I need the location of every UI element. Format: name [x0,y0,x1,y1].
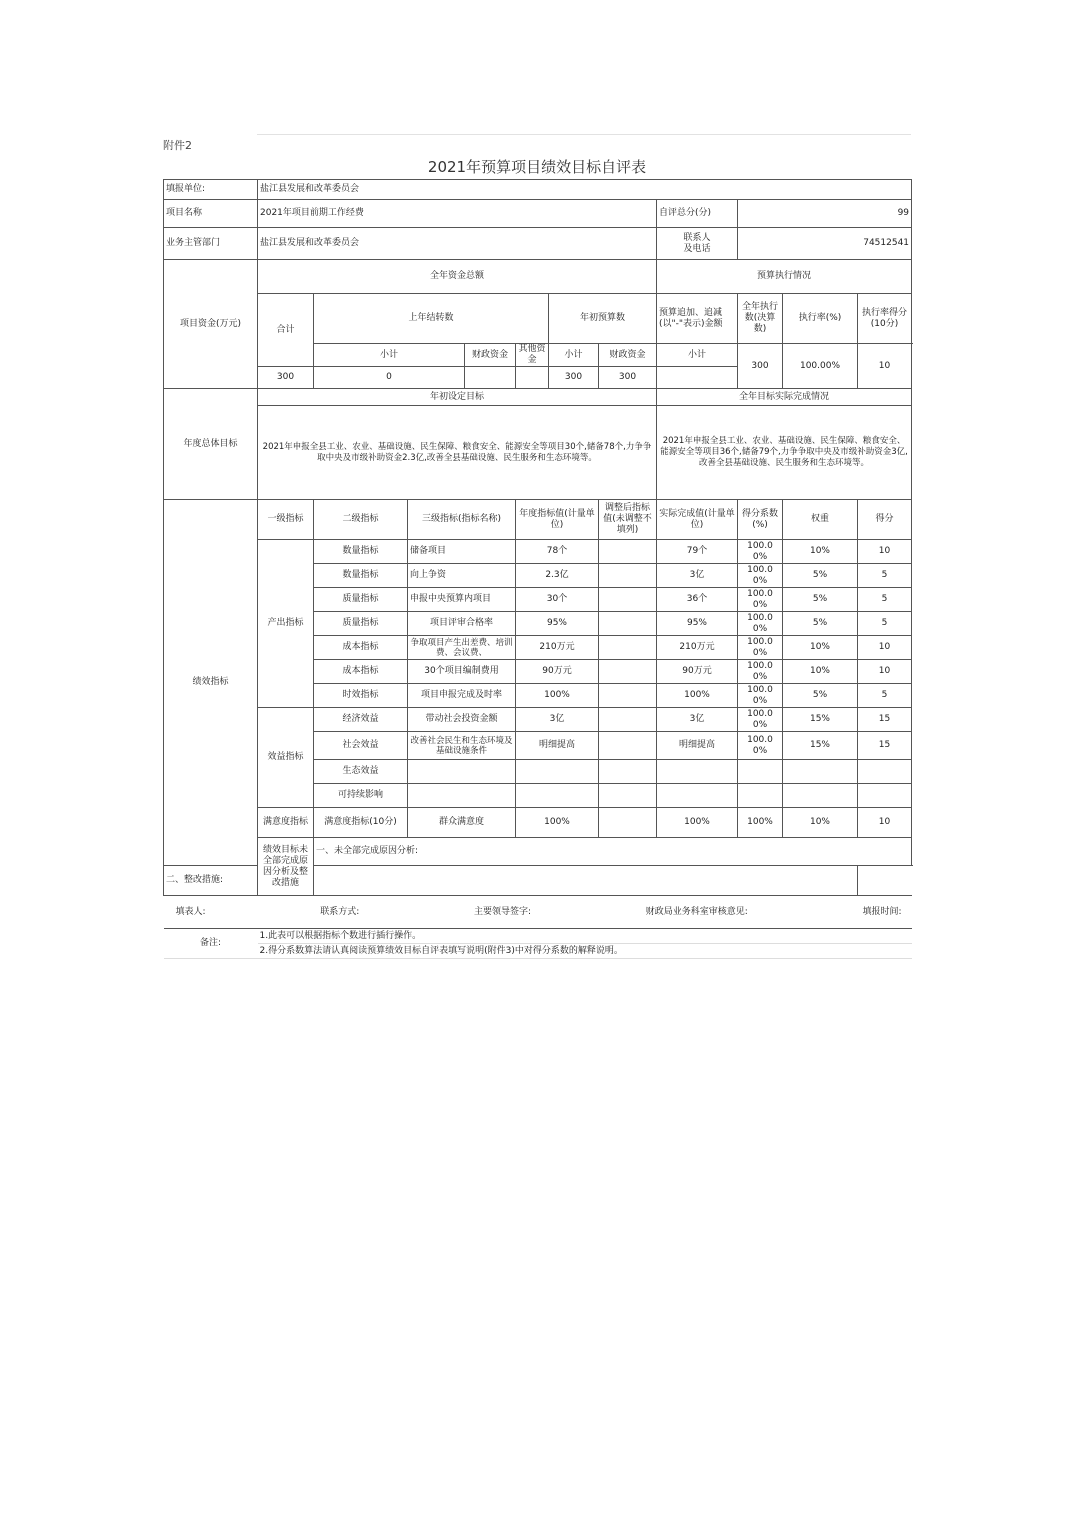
row-weight: 5% [783,612,858,636]
note-line-2: 2.得分系数算法请认真阅读预算绩效目标自评表填写说明(附件3)中对得分系数的解释说明。 [258,944,912,959]
contact-label: 联系人 及电话 [657,228,738,260]
row-l2: 时效指标 [314,684,408,708]
row-l2: 可持续影响 [314,784,408,808]
row-adjusted [599,784,657,808]
row-weight [783,760,858,784]
row-coef [738,784,783,808]
budget-exec-header: 预算执行情况 [657,260,912,294]
level3-header: 三级指标(指标名称) [408,500,516,540]
row-actual: 明细提高 [657,732,738,760]
level2-header: 二级指标 [314,500,408,540]
row-actual: 95% [657,612,738,636]
row-adjusted [599,732,657,760]
total-value: 300 [258,367,314,389]
page-title: 2021年预算项目绩效目标自评表 [427,158,647,176]
benefit-indicator-label: 效益指标 [258,708,314,808]
row-adjusted [599,564,657,588]
row-actual: 79个 [657,540,738,564]
init-subtotal-value: 300 [549,367,599,389]
level1-header: 一级指标 [258,500,314,540]
weight-header: 权重 [783,500,858,540]
row-coef: 100.00% [738,564,783,588]
row-actual [657,760,738,784]
row-adjusted [599,612,657,636]
row-score: 10 [858,540,912,564]
row-adjusted [599,540,657,564]
signature-row [164,896,912,929]
self-score-label: 自评总分(分) [657,200,738,228]
row-l3: 带动社会投资金额 [408,708,516,732]
row-score: 10 [858,808,912,838]
row-coef: 100.00% [738,708,783,732]
init-subtotal-header: 小计 [549,344,599,367]
exec-rate-header: 执行率(%) [783,294,858,344]
row-actual [657,784,738,808]
row-actual: 90万元 [657,660,738,684]
row-coef: 100.00% [738,636,783,660]
actual-goal-text: 2021年申报全县工业、农业、基础设施、民生保障、粮食安全、能源安全等项目36个,储备79个,力争争取中央及市级补助资金3亿,改善全县基础设施、民生服务和生态环境等。 [657,406,912,500]
contact-method-label: 联系方式: [320,906,360,917]
row-coef: 100.00% [738,684,783,708]
row-adjusted [599,684,657,708]
row-weight: 5% [783,564,858,588]
row-l2: 数量指标 [314,564,408,588]
dept-label: 业务主管部门 [164,228,258,260]
exec-amount-value: 300 [738,344,783,389]
row-weight: 10% [783,660,858,684]
contact-value: 74512541 [738,228,912,260]
finance-review-label: 财政局业务科室审核意见: [645,906,748,917]
row-target: 95% [516,612,599,636]
row-score [858,760,912,784]
carry-subtotal-header: 小计 [314,344,465,367]
row-target: 90万元 [516,660,599,684]
actual-header: 实际完成值(计量单位) [657,500,738,540]
row-l3: 群众满意度 [408,808,516,838]
row-actual: 210万元 [657,636,738,660]
row-l2: 质量指标 [314,612,408,636]
row-l2: 成本指标 [314,660,408,684]
row-coef: 100.00% [738,732,783,760]
row-score [858,784,912,808]
row-target: 2.3亿 [516,564,599,588]
row-actual: 100% [657,808,738,838]
analysis-label: 绩效目标未全部完成原因分析及整改措施 [258,838,314,896]
adjust-value [657,367,738,389]
adjusted-header: 调整后指标值(未调整不填列) [599,500,657,540]
row-l2: 社会效益 [314,732,408,760]
exec-score-header: 执行率得分(10分) [858,294,912,344]
set-goal-header: 年初设定目标 [258,389,657,406]
note-line-1: 1.此表可以根据指标个数进行插行操作。 [258,929,912,944]
row-score: 5 [858,588,912,612]
row-l3: 30个项目编制费用 [408,660,516,684]
row-l3 [408,784,516,808]
satisfaction-indicator-label: 满意度指标 [258,808,314,838]
row-l2: 成本指标 [314,636,408,660]
indicators-label: 绩效指标 [164,500,258,866]
carry-fiscal-value [465,367,516,389]
attachment-label: 附件2 [163,139,192,152]
row-weight: 15% [783,708,858,732]
row-coef: 100% [738,808,783,838]
row-target: 100% [516,684,599,708]
carry-fiscal-header: 财政资金 [465,344,516,367]
row-l3: 争取项目产生出差费、培训费、会议费、 [408,636,516,660]
row-actual: 36个 [657,588,738,612]
row-target [516,760,599,784]
row-score: 15 [858,708,912,732]
project-name-value: 2021年项目前期工作经费 [258,200,657,228]
row-coef: 100.00% [738,660,783,684]
row-l3: 申报中央预算内项目 [408,588,516,612]
carry-other-header: 其他资金 [516,344,549,367]
adjust-subtotal-header: 小计 [657,344,738,367]
annual-goal-label: 年度总体目标 [164,389,258,500]
row-l2: 质量指标 [314,588,408,612]
row-target [516,784,599,808]
row-l3: 改善社会民生和生态环境及基础设施条件 [408,732,516,760]
row-adjusted [599,636,657,660]
row-score: 5 [858,612,912,636]
carryover-header: 上年结转数 [314,294,549,344]
init-fiscal-header: 财政资金 [599,344,657,367]
exec-amount-header: 全年执行数(决算数) [738,294,783,344]
row-target: 100% [516,808,599,838]
row-l3: 项目申报完成及时率 [408,684,516,708]
unit-label: 填报单位: [164,180,258,200]
row-l2: 数量指标 [314,540,408,564]
row-weight: 5% [783,588,858,612]
row-coef: 100.00% [738,588,783,612]
self-score-value: 99 [738,200,912,228]
evaluation-table [163,179,912,959]
init-fiscal-value: 300 [599,367,657,389]
dept-value: 盐江县发展和改革委员会 [258,228,657,260]
row-adjusted [599,708,657,732]
exec-rate-value: 100.00% [783,344,858,389]
filler-label: 填表人: [175,906,206,917]
leader-signature-label: 主要领导签字: [473,906,532,917]
row-target: 3亿 [516,708,599,732]
sheet-grid-top [257,134,911,151]
row-l3: 储备项目 [408,540,516,564]
unit-value: 盐江县发展和改革委员会 [258,180,912,200]
row-weight: 10% [783,808,858,838]
row-actual: 100% [657,684,738,708]
row-score: 10 [858,636,912,660]
score-header: 得分 [858,500,912,540]
row-l3 [408,760,516,784]
project-name-label: 项目名称 [164,200,258,228]
coef-header: 得分系数(%) [738,500,783,540]
actual-goal-header: 全年目标实际完成情况 [657,389,912,406]
reason-analysis-field: 一、未全部完成原因分析: [314,838,912,866]
row-target: 78个 [516,540,599,564]
row-adjusted [599,808,657,838]
row-l3: 项目评审合格率 [408,612,516,636]
set-goal-text: 2021年申报全县工业、农业、基础设施、民生保障、粮食安全、能源安全等项目30个,储备78个,力争争取中央及市级补助资金2.3亿,改善全县基础设施、民生服务和生态环境等。 [258,406,657,500]
carry-other-value [516,367,549,389]
adjust-header: 预算追加、追减(以"-"表示)金额 [657,294,738,344]
row-score: 10 [858,660,912,684]
row-weight: 5% [783,684,858,708]
row-score: 5 [858,684,912,708]
carry-subtotal-value: 0 [314,367,465,389]
funds-section-label: 项目资金(万元) [164,260,258,389]
row-l3: 向上争资 [408,564,516,588]
row-adjusted [599,660,657,684]
row-adjusted [599,588,657,612]
exec-score-value: 10 [858,344,912,389]
row-l2: 生态效益 [314,760,408,784]
row-weight [783,784,858,808]
row-actual: 3亿 [657,564,738,588]
row-weight: 10% [783,636,858,660]
row-adjusted [599,760,657,784]
row-target: 明细提高 [516,732,599,760]
target-header: 年度指标值(计量单位) [516,500,599,540]
annual-total-header: 全年资金总额 [258,260,657,294]
row-target: 210万元 [516,636,599,660]
notes-label: 备注: [164,929,258,959]
row-coef: 100.00% [738,612,783,636]
measures-field: 二、整改措施: [164,866,858,896]
row-actual: 3亿 [657,708,738,732]
row-weight: 15% [783,732,858,760]
row-l2: 满意度指标(10分) [314,808,408,838]
row-weight: 10% [783,540,858,564]
row-target: 30个 [516,588,599,612]
row-score: 5 [858,564,912,588]
row-l2: 经济效益 [314,708,408,732]
row-coef [738,760,783,784]
fill-date-label: 填报时间: [862,906,902,917]
total-header: 合计 [258,294,314,367]
initial-budget-header: 年初预算数 [549,294,657,344]
output-indicator-label: 产出指标 [258,540,314,708]
row-score: 15 [858,732,912,760]
row-coef: 100.00% [738,540,783,564]
